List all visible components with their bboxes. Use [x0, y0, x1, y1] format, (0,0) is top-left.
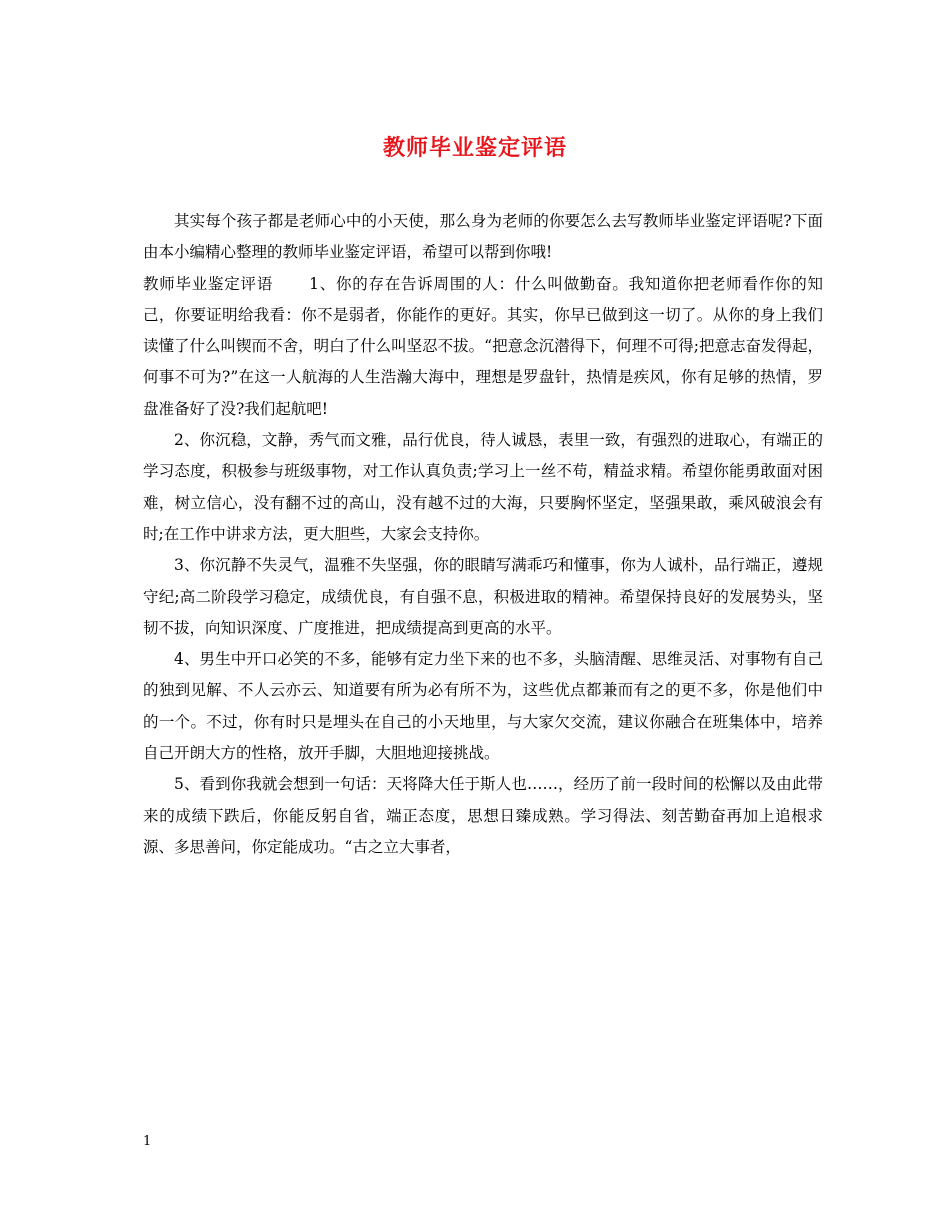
comment-paragraph-3: 3、你沉静不失灵气，温雅不失坚强，你的眼睛写满乖巧和懂事，你为人诚朴，品行端正，遵规守纪;高二阶段学习稳定，成绩优良，有自强不息，积极进取的精神。希望保持良好的发展势头，坚韧不拔，向知识深度、广度推进，把成绩提高到更高的水平。	[143, 556, 823, 637]
section-heading: 教师毕业鉴定评语	[143, 274, 274, 293]
comment-paragraph-5: 5、看到你我就会想到一句话：天将降大任于斯人也……，经历了前一段时间的松懈以及由此带来的成绩下跌后，你能反躬自省，端正态度，思想日臻成熟。学习得法、刻苦勤奋再加上追根求源、多思善问，你定能成功。“古之立大事者，	[143, 775, 823, 856]
comment-paragraph-2: 2、你沉稳，文静，秀气而文雅，品行优良，待人诚恳，表里一致，有强烈的进取心，有端正的学习态度，积极参与班级事物，对工作认真负责;学习上一丝不苟，精益求精。希望你能勇敢面对困难，树立信心，没有翻不过的高山，没有越不过的大海，只要胸怀坚定，坚强果敢，乘风破浪会有时;在工作中讲求方法，更大胆些，大家会支持你。	[143, 431, 823, 543]
comment-paragraph-1	[143, 269, 823, 425]
page-number: 1	[143, 1134, 152, 1149]
comment-paragraph-4: 4、男生中开口必笑的不多，能够有定力坐下来的也不多，头脑清醒、思维灵活、对事物有自己的独到见解、不人云亦云、知道要有所为必有所不为，这些优点都兼而有之的更不多，你是他们中的一个。不过，你有时只是埋头在自己的小天地里，与大家欠交流，建议你融合在班集体中，培养自己开朗大方的性格，放开手脚，大胆地迎接挑战。	[143, 650, 823, 763]
intro-paragraph: 其实每个孩子都是老师心中的小天使，那么身为老师的你要怎么去写教师毕业鉴定评语呢?下面由本小编精心整理的教师毕业鉴定评语，希望可以帮到你哦!	[143, 212, 823, 262]
document-title: 教师毕业鉴定评语	[382, 135, 567, 161]
document-body	[143, 206, 823, 863]
comment-text-1: 1、你的存在告诉周围的人：什么叫做勤奋。我知道你把老师看作你的知己，你要证明给我看：你不是弱者，你能作的更好。其实，你早已做到这一切了。从你的身上我们读懂了什么叫锲而不舍，明白了什么叫坚忍不拔。“把意念沉潜得下，何理不可得;把意志奋发得起，何事不可为?”在这一人航海的人生浩瀚大海中，理想是罗盘针，热情是疾风，你有足够的热情，罗盘准备好了没?我们起航吧!	[143, 274, 823, 418]
